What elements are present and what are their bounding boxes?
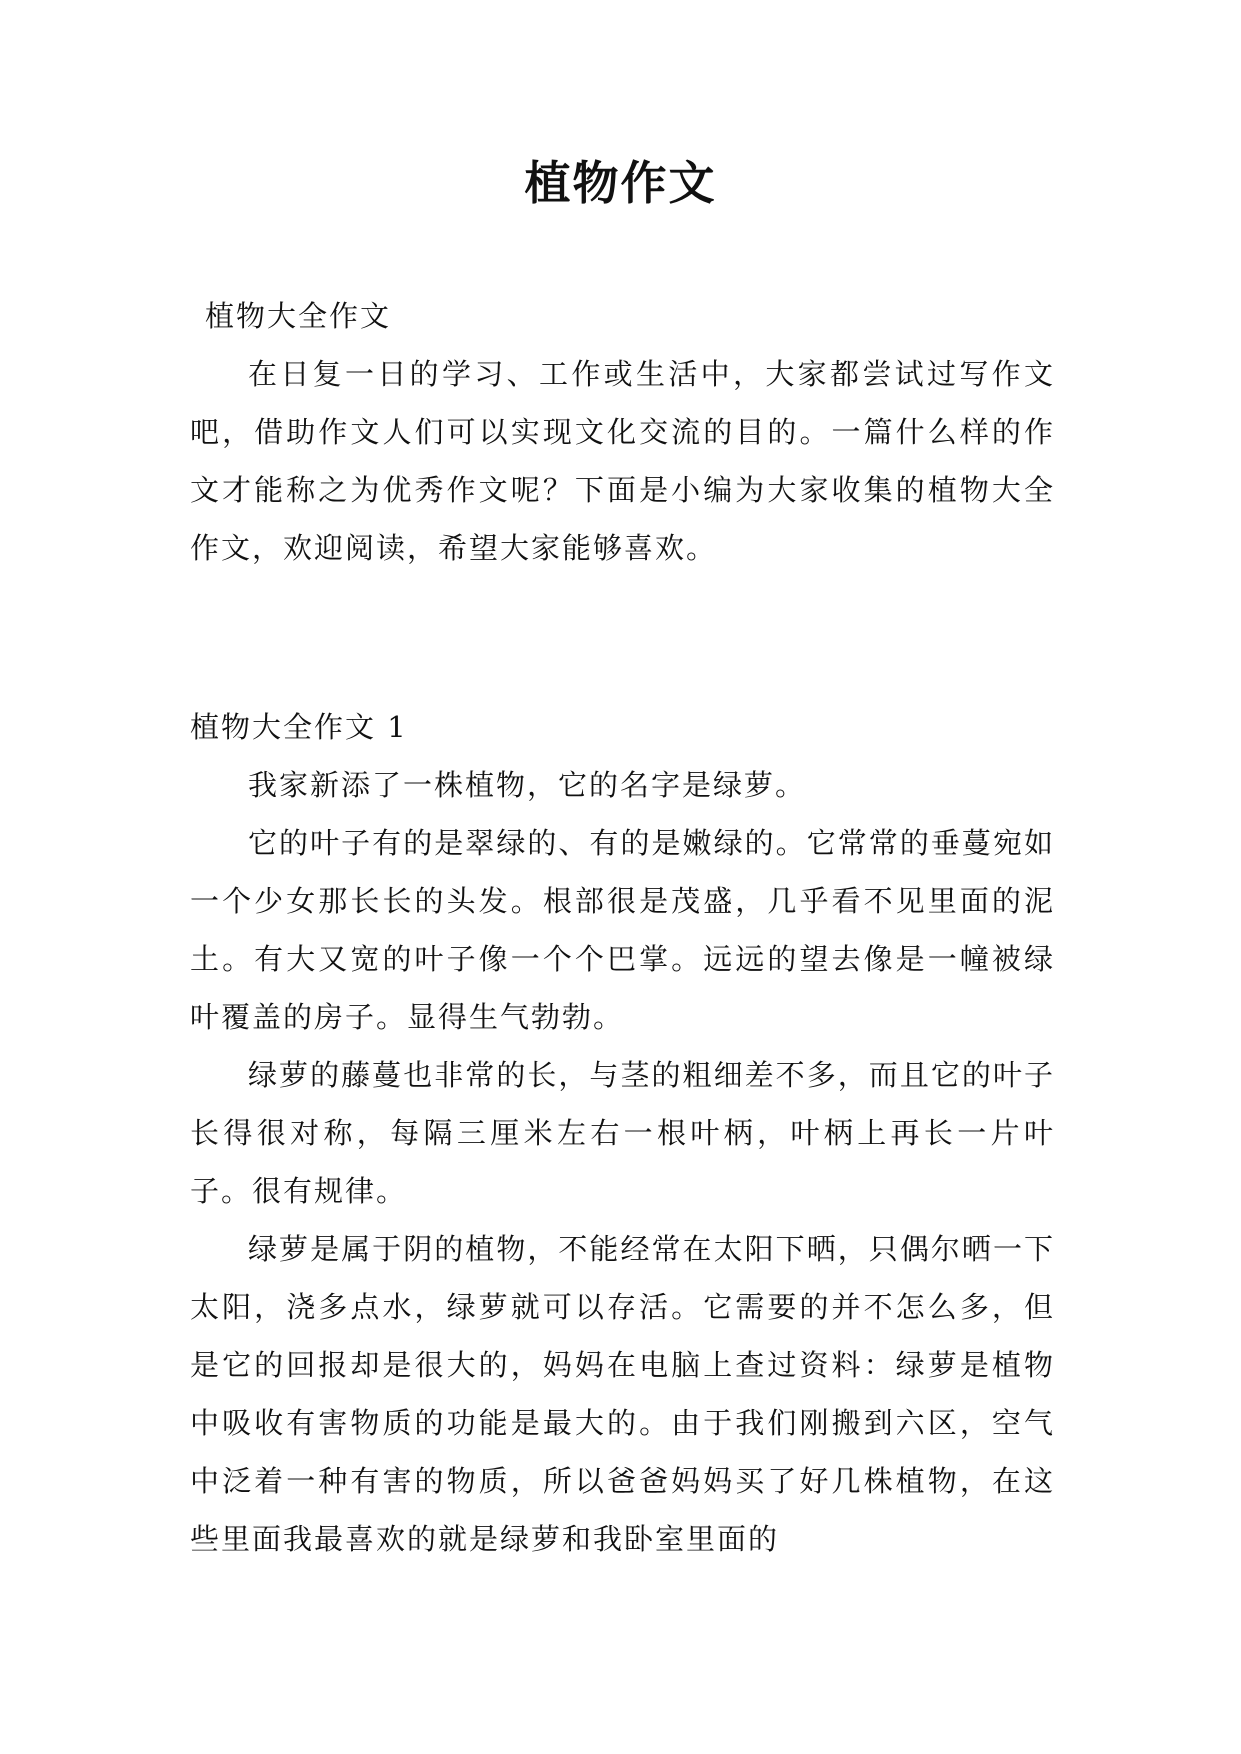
body-paragraph: 我家新添了一株植物，它的名字是绿萝。 bbox=[248, 768, 807, 802]
body-paragraph: 绿萝是属于阴的植物，不能经常在太阳下晒，只偶尔晒一下太阳，浇多点水，绿萝就可以存活。它需要的并不怎么多，但是它的回报却是很大的，妈妈在电脑上查过资料：绿萝是植物中吸收有害物质的功能是最大的。由于我们刚搬到六区，空气中泛着一种有害的物质，所以爸爸妈妈买了好几株植物，在这些里面我最喜欢的就是绿萝和我卧室里面的 bbox=[190, 1232, 1055, 1556]
document-title: 植物作文 bbox=[524, 156, 717, 210]
intro-paragraph: 在日复一日的学习、工作或生活中，大家都尝试过写作文吧，借助作文人们可以实现文化交流的目的。一篇什么样的作文才能称之为优秀作文呢？下面是小编为大家收集的植物大全作文，欢迎阅读，希望大家能够喜欢。 bbox=[190, 357, 1055, 565]
sub-heading: 植物大全作文 bbox=[205, 299, 392, 333]
section-heading: 植物大全作文 1 bbox=[190, 710, 408, 744]
body-paragraph: 绿萝的藤蔓也非常的长，与茎的粗细差不多，而且它的叶子长得很对称，每隔三厘米左右一根叶柄，叶柄上再长一片叶子。很有规律。 bbox=[190, 1058, 1055, 1208]
body-paragraph: 它的叶子有的是翠绿的、有的是嫩绿的。它常常的垂蔓宛如一个少女那长长的头发。根部很是茂盛，几乎看不见里面的泥土。有大又宽的叶子像一个个巴掌。远远的望去像是一幢被绿叶覆盖的房子。显得生气勃勃。 bbox=[190, 826, 1055, 1034]
